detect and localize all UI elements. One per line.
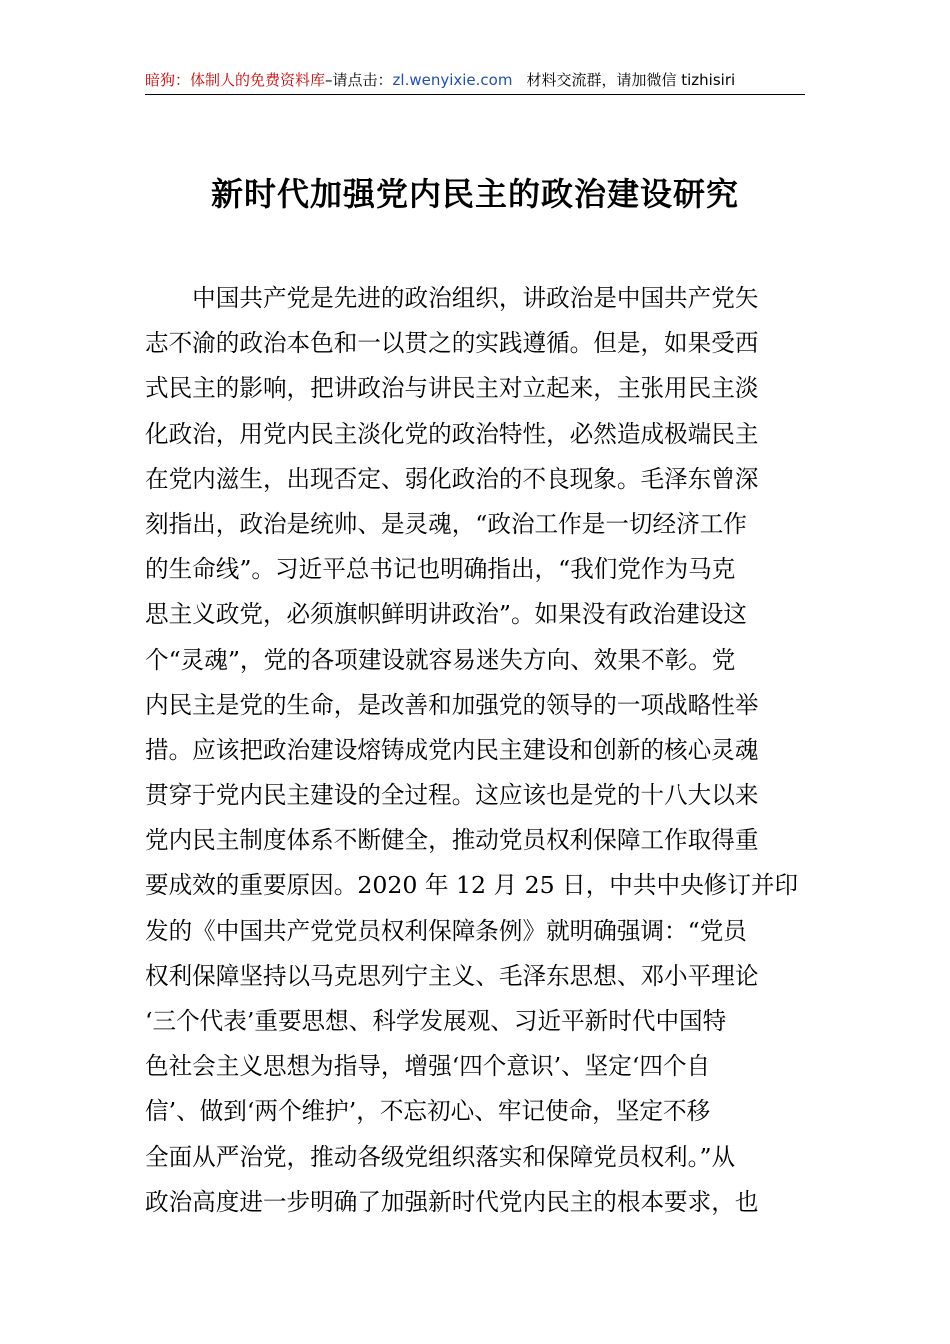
body-line: 化政治，用党内民主淡化党的政治特性，必然造成极端民主 — [145, 419, 759, 448]
document-title: 新时代加强党内民主的政治建设研究 — [210, 175, 739, 213]
document-body — [145, 276, 809, 1225]
body-line: ‘三个代表’重要思想、科学发展观、习近平新时代中国特 — [145, 1007, 727, 1035]
body-line: 党内民主制度体系不断健全，推动党员权利保障工作取得重 — [145, 826, 759, 855]
header-site-label: 暗狗：体制人的免费资料库 — [145, 71, 326, 89]
body-line: 色社会主义思想为指导，增强‘四个意识’、坚定‘四个自 — [145, 1052, 711, 1081]
body-line: 内民主是党的生命，是改善和加强党的领导的一项战略性举 — [145, 690, 759, 719]
body-line: 权利保障坚持以马克思列宁主义、毛泽东思想、邓小平理论 — [145, 961, 759, 990]
header-prompt: –请点击： — [325, 71, 393, 89]
body-line: 全面从严治党，推动各级党组织落实和保障党员权利。”从 — [145, 1142, 736, 1171]
body-line: 信’、做到‘两个维护’，不忘初心、牢记使命，坚定不移 — [145, 1097, 711, 1126]
body-line: 志不渝的政治本色和一以贯之的实践遵循。但是，如果受西 — [145, 329, 759, 358]
body-line: 个“灵魂”，党的各项建设就容易迷失方向、效果不彰。党 — [145, 645, 736, 674]
body-line: 在党内滋生，出现否定、弱化政治的不良现象。毛泽东曾深 — [145, 464, 759, 493]
body-line: 思主义政党，必须旗帜鲜明讲政治”。如果没有政治建设这 — [145, 600, 747, 629]
body-line: 要成效的重要原因。2020 年 12 月 25 日，中共中央修订并印 — [145, 871, 799, 900]
page-header — [145, 66, 805, 95]
header-url-link[interactable]: zl.wenyixie.com — [392, 71, 513, 89]
body-line: 中国共产党是先进的政治组织，讲政治是中国共产党矢 — [145, 284, 759, 312]
header-contact: 材料交流群，请加微信 tizhisiri — [526, 71, 736, 89]
body-line: 政治高度进一步明确了加强新时代党内民主的根本要求，也 — [145, 1187, 759, 1216]
body-line: 的生命线”。习近平总书记也明确指出，“我们党作为马克 — [145, 555, 736, 584]
body-line: 发的《中国共产党党员权利保障条例》就明确强调：“党员 — [145, 916, 747, 945]
body-line: 式民主的影响，把讲政治与讲民主对立起来，主张用民主淡 — [145, 374, 759, 403]
body-line: 措。应该把政治建设熔铸成党内民主建设和创新的核心灵魂 — [145, 735, 759, 764]
body-line: 贯穿于党内民主建设的全过程。这应该也是党的十八大以来 — [145, 781, 759, 810]
body-line: 刻指出，政治是统帅、是灵魂，“政治工作是一切经济工作 — [145, 509, 747, 538]
